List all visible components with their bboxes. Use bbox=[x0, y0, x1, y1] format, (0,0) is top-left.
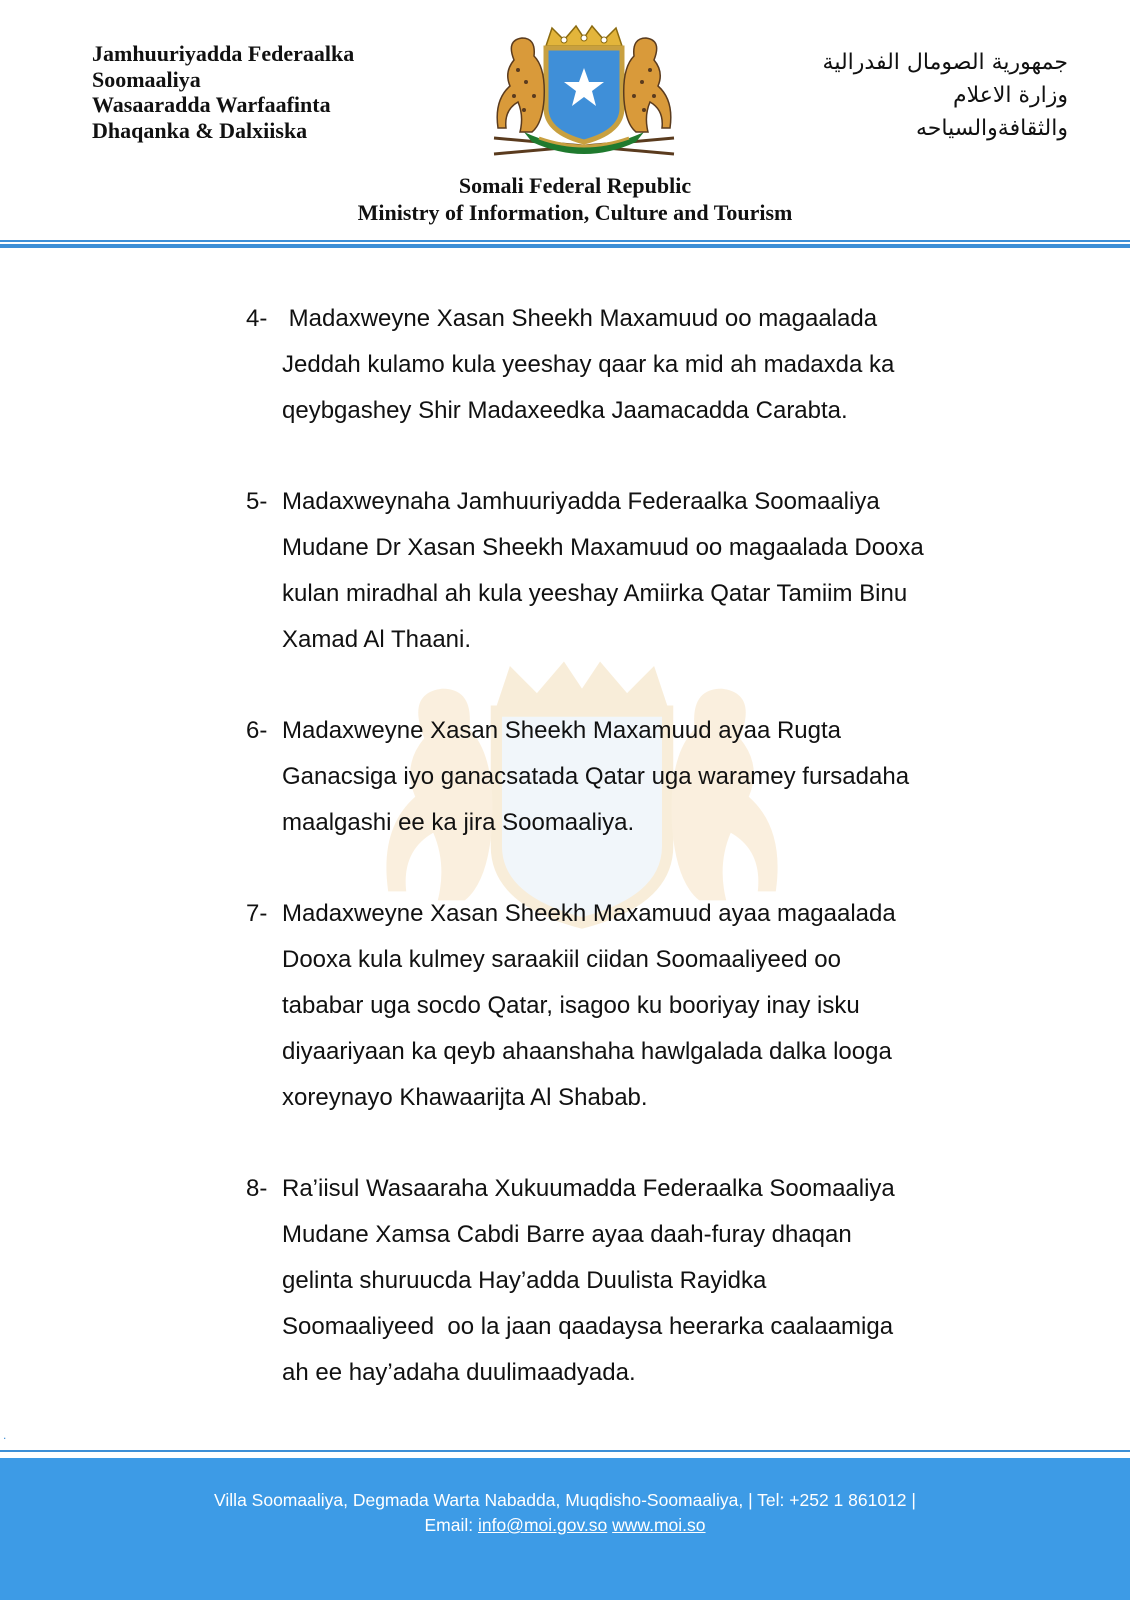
item-line: Mudane Dr Xasan Sheekh Maxamuud oo magaalada Dooxa bbox=[282, 534, 924, 561]
letterhead-country: Somali Federal Republic bbox=[458, 173, 692, 198]
item-line: Soomaaliyeed oo la jaan qaadaysa heerarka caalaamiga bbox=[282, 1313, 894, 1340]
footer-contact bbox=[0, 1513, 1130, 1538]
item-line: Madaxweyne Xasan Sheekh Maxamuud oo magaalada bbox=[282, 305, 878, 332]
item-number: 8- bbox=[246, 1175, 268, 1202]
item-line: xoreynayo Khawaarijta Al Shabab. bbox=[282, 1084, 648, 1111]
item-number: 6- bbox=[246, 717, 268, 744]
letterhead-ministry: Ministry of Information, Culture and Tourism bbox=[357, 200, 793, 225]
item-line: Madaxweynaha Jamhuuriyadda Federaalka Soomaaliya bbox=[282, 488, 880, 515]
header-somali-line-2: Soomaaliya bbox=[92, 66, 201, 92]
item-line: Madaxweyne Xasan Sheekh Maxamuud ayaa magaalada bbox=[282, 900, 896, 927]
list-item bbox=[246, 1166, 1006, 1396]
header-arabic-block bbox=[823, 46, 1068, 145]
item-line: Madaxweyne Xasan Sheekh Maxamuud ayaa Rugta bbox=[282, 717, 842, 744]
coat-of-arms-emblem bbox=[484, 20, 684, 162]
list-item bbox=[246, 891, 1006, 1121]
header-divider-thin bbox=[0, 240, 1130, 242]
list-item bbox=[246, 708, 1006, 846]
item-line: Mudane Xamsa Cabdi Barre ayaa daah-furay dhaqan bbox=[282, 1221, 852, 1248]
item-line: Xamad Al Thaani. bbox=[282, 626, 472, 653]
news-items-list bbox=[246, 296, 1006, 1441]
item-line: Ra’iisul Wasaaraha Xukuumadda Federaalka Soomaaliya bbox=[282, 1175, 895, 1202]
header-somali-line-3: Wasaaradda Warfaafinta bbox=[92, 92, 331, 117]
list-item bbox=[246, 479, 1006, 663]
header-divider-thick bbox=[0, 244, 1130, 248]
item-line: qeybgashey Shir Madaxeedka Jaamacadda Carabta. bbox=[282, 397, 848, 424]
footer bbox=[0, 1458, 1130, 1600]
item-number: 5- bbox=[246, 488, 268, 515]
footer-website-link[interactable]: www.moi.so bbox=[612, 1515, 706, 1535]
item-line: maalgashi ee ka jira Soomaaliya. bbox=[282, 809, 635, 836]
item-line: diyaariyaan ka qeyb ahaanshaha hawlgalada dalka looga bbox=[282, 1038, 892, 1065]
list-item bbox=[246, 296, 1006, 434]
header-somali-line-4: Dhaqanka & Dalxiiska bbox=[92, 117, 308, 143]
item-line: gelinta shuruucda Hay’adda Duulista Rayidka bbox=[282, 1267, 767, 1294]
letterhead-title bbox=[0, 172, 1130, 226]
margin-dot: . bbox=[3, 1428, 7, 1442]
item-number: 7- bbox=[246, 900, 268, 927]
footer-email-link[interactable]: info@moi.gov.so bbox=[477, 1515, 608, 1535]
footer-email-label: Email: bbox=[424, 1515, 474, 1535]
header-somali-line-1: Jamhuuriyadda Federaalka bbox=[92, 41, 355, 66]
footer-divider-thin bbox=[0, 1450, 1130, 1452]
item-line: Ganacsiga iyo ganacsatada Qatar uga waramey fursadaha bbox=[282, 763, 910, 790]
item-number: 4- bbox=[246, 305, 268, 332]
item-line: tababar uga socdo Qatar, isagoo ku booriyay inay isku bbox=[282, 992, 860, 1019]
header-arabic-line-1: جمهورية الصومال الفدرالية bbox=[822, 50, 1068, 75]
footer-text bbox=[0, 1488, 1130, 1538]
header-arabic-line-3: والثقافةوالسياحه bbox=[915, 116, 1068, 141]
header-somali-block bbox=[92, 41, 354, 143]
item-line: kulan miradhal ah kula yeeshay Amiirka Qatar Tamiim Binu bbox=[282, 580, 908, 607]
item-line: ah ee hay’adaha duulimaadyada. bbox=[282, 1359, 636, 1386]
item-line: Jeddah kulamo kula yeeshay qaar ka mid ah madaxda ka bbox=[282, 351, 895, 378]
footer-address: Villa Soomaaliya, Degmada Warta Nabadda, Muqdisho-Soomaaliya, | Tel: +252 1 861012 | bbox=[214, 1490, 916, 1510]
item-line: Dooxa kula kulmey saraakiil ciidan Soomaaliyeed oo bbox=[282, 946, 841, 973]
header-arabic-line-2: وزارة الاعلام bbox=[952, 83, 1068, 108]
